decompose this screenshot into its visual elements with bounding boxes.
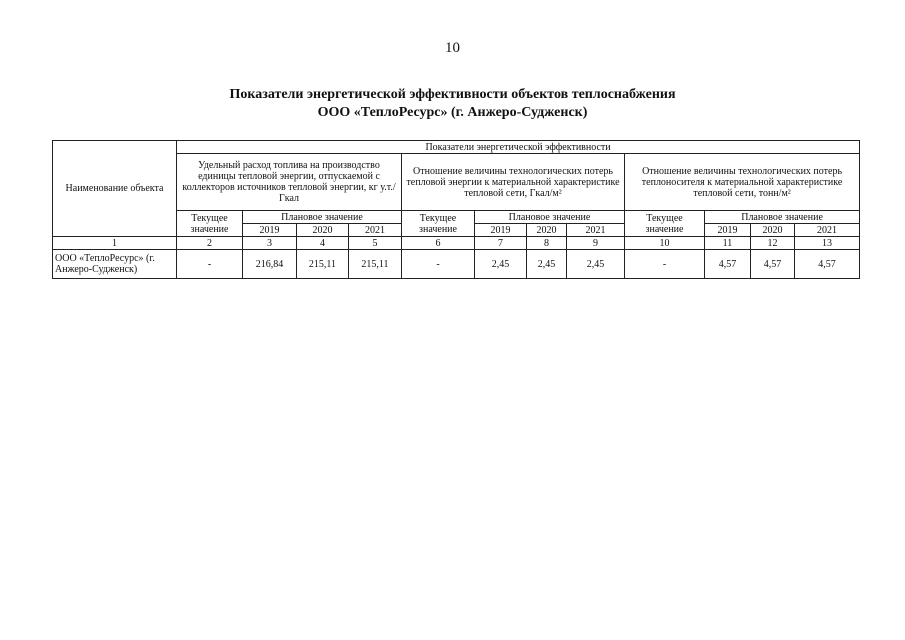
year-header: 2019 [475, 224, 527, 237]
column-number: 8 [527, 237, 567, 250]
column-number: 2 [177, 237, 243, 250]
column-number: 3 [243, 237, 297, 250]
current-value-header: Текущее значение [402, 211, 475, 237]
page-number: 10 [445, 40, 460, 56]
indicators-header: Показатели энергетической эффективности [177, 141, 860, 154]
current-value-header: Текущее значение [177, 211, 243, 237]
planned-value-header: Плановое значение [243, 211, 402, 224]
column-number: 10 [625, 237, 705, 250]
table-cell: 216,84 [243, 250, 297, 279]
table-cell: - [402, 250, 475, 279]
table-cell: 2,45 [527, 250, 567, 279]
column-number: 9 [567, 237, 625, 250]
table-cell: 4,57 [795, 250, 860, 279]
year-header: 2019 [243, 224, 297, 237]
column-number: 5 [349, 237, 402, 250]
table-cell: 2,45 [475, 250, 527, 279]
year-header: 2021 [795, 224, 860, 237]
table-cell: 215,11 [349, 250, 402, 279]
column-number: 1 [53, 237, 177, 250]
table-cell: 215,11 [297, 250, 349, 279]
planned-value-header: Плановое значение [705, 211, 860, 224]
column-number: 11 [705, 237, 751, 250]
column-number: 12 [751, 237, 795, 250]
column-number: 4 [297, 237, 349, 250]
year-header: 2020 [297, 224, 349, 237]
column-number: 6 [402, 237, 475, 250]
planned-value-header: Плановое значение [475, 211, 625, 224]
table-cell: 4,57 [751, 250, 795, 279]
year-header: 2021 [349, 224, 402, 237]
table-cell: - [177, 250, 243, 279]
year-header: 2021 [567, 224, 625, 237]
year-header: 2019 [705, 224, 751, 237]
column-number: 13 [795, 237, 860, 250]
table-row [53, 250, 860, 279]
efficiency-table [52, 140, 860, 279]
title-line-2: ООО «ТеплоРесурс» (г. Анжеро-Судженск) [317, 105, 588, 120]
group-header-fuel: Удельный расход топлива на производство единицы тепловой энергии, отпускаемой с коллекторов источников тепловой энергии, кг у.т./Гкал [177, 154, 402, 211]
table-cell: 4,57 [705, 250, 751, 279]
group-header-heat-loss: Отношение величины технологических потерь тепловой энергии к материальной характеристике тепловой сети, Гкал/м² [402, 154, 625, 211]
title-line-1: Показатели энергетической эффективности объектов теплоснабжения [229, 87, 676, 102]
object-name-header: Наименование объекта [53, 141, 177, 237]
table-cell: 2,45 [567, 250, 625, 279]
year-header: 2020 [751, 224, 795, 237]
current-value-header: Текущее значение [625, 211, 705, 237]
row-object-name: ООО «ТеплоРесурс» (г. Анжеро-Судженск) [53, 250, 177, 279]
document-title [0, 86, 905, 122]
column-number: 7 [475, 237, 527, 250]
year-header: 2020 [527, 224, 567, 237]
group-header-coolant-loss: Отношение величины технологических потерь теплоносителя к материальной характеристике тепловой сети, тонн/м² [625, 154, 860, 211]
table-cell: - [625, 250, 705, 279]
